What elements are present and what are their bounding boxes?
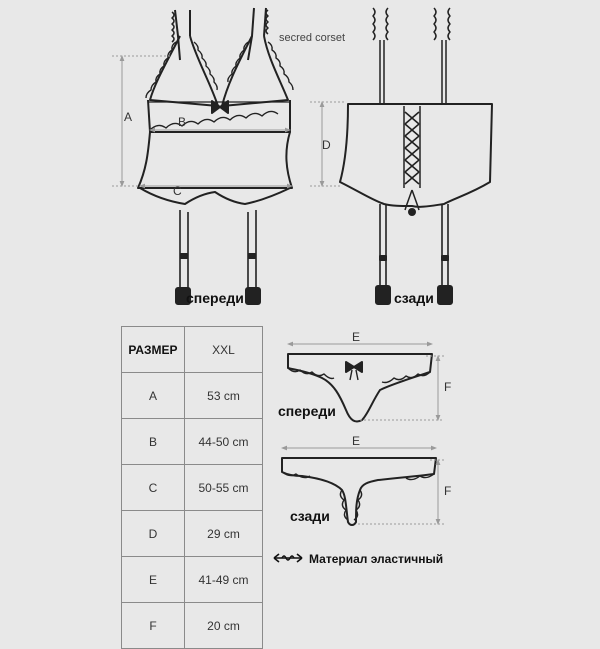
dim-label-a: A (124, 110, 133, 124)
size-value: 41-49 cm (185, 557, 263, 603)
size-table-header (122, 327, 263, 373)
size-value: 53 cm (185, 373, 263, 419)
elastic-arrow-icon (272, 551, 304, 565)
size-key: E (122, 557, 185, 603)
corset-front-drawing (138, 8, 293, 304)
panty-front-dim-e: E (352, 330, 361, 344)
panty-back-dim-e: E (352, 434, 361, 448)
panty-back-dim-f: F (444, 484, 452, 498)
size-value: 29 cm (185, 511, 263, 557)
size-value: 44-50 cm (185, 419, 263, 465)
panty-back-label: сзади (290, 508, 330, 524)
table-row (122, 603, 263, 649)
table-row (122, 511, 263, 557)
corset-front-label: спереди (186, 290, 244, 306)
table-row (122, 557, 263, 603)
size-value: 50-55 cm (185, 465, 263, 511)
size-key: B (122, 419, 185, 465)
size-header-value: XXL (185, 327, 263, 373)
size-header-label: РАЗМЕР (122, 327, 185, 373)
size-key: C (122, 465, 185, 511)
corset-back-label: сзади (394, 290, 434, 306)
size-value: 20 cm (185, 603, 263, 649)
size-key: A (122, 373, 185, 419)
table-row (122, 373, 263, 419)
dim-label-b: B (178, 115, 187, 129)
size-key: F (122, 603, 185, 649)
size-table (121, 326, 263, 649)
panty-front-dim-f: F (444, 380, 452, 394)
panty-front-label: спереди (278, 403, 336, 419)
table-row (122, 419, 263, 465)
elastic-material-note: Материал эластичный (309, 552, 444, 566)
corset-back-drawing (340, 8, 492, 304)
dim-label-c: C (173, 184, 182, 198)
size-key: D (122, 511, 185, 557)
table-row (122, 465, 263, 511)
dim-label-d: D (322, 138, 331, 152)
product-name: secred corset (279, 32, 346, 44)
